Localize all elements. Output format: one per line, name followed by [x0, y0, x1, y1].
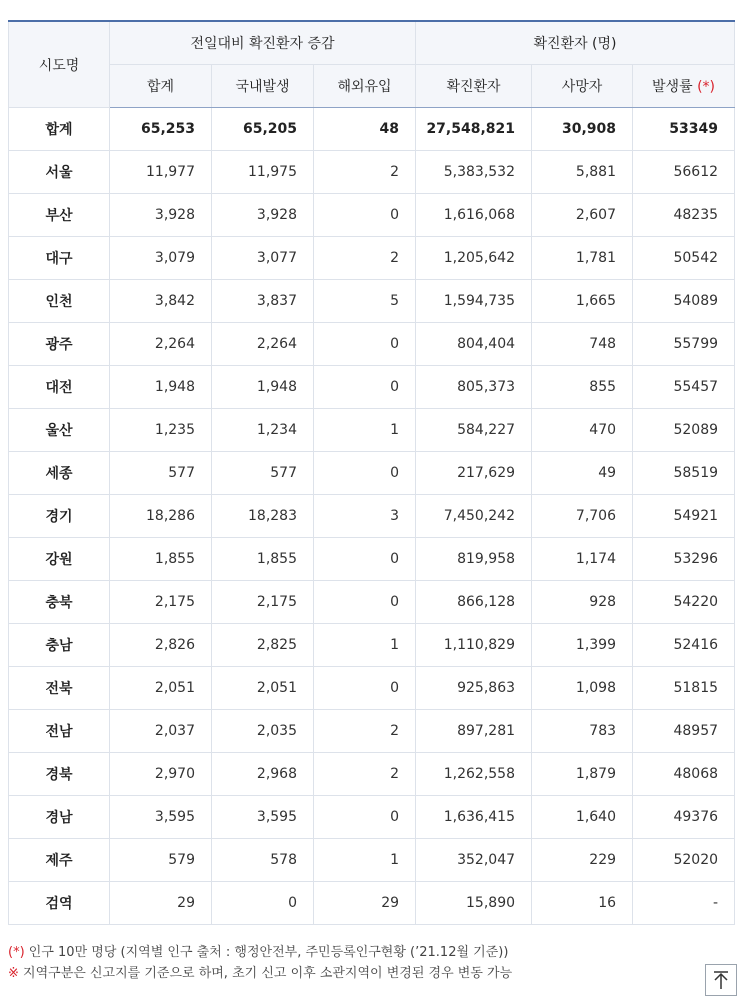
total-deaths: 30,908 — [532, 108, 633, 151]
total-confirmed: 27,548,821 — [416, 108, 532, 151]
header-rate-label: 발생률 — [652, 79, 693, 95]
cell-deaths: 855 — [532, 366, 633, 409]
table-row — [9, 151, 735, 194]
cell-rate: 50542 — [633, 237, 735, 280]
cell-confirmed: 15,890 — [416, 882, 532, 925]
cell-confirmed: 819,958 — [416, 538, 532, 581]
cell-deaths: 1,879 — [532, 753, 633, 796]
cell-overseas: 0 — [314, 366, 416, 409]
footnote-1-mark: (*) — [8, 945, 25, 960]
cell-rate: 54220 — [633, 581, 735, 624]
cell-confirmed: 1,262,558 — [416, 753, 532, 796]
cell-domestic: 0 — [212, 882, 314, 925]
header-rate-mark: (*) — [697, 79, 715, 95]
cell-deaths: 229 — [532, 839, 633, 882]
cell-deaths: 928 — [532, 581, 633, 624]
region-name: 제주 — [9, 839, 110, 882]
total-row — [9, 108, 735, 151]
region-name: 전북 — [9, 667, 110, 710]
cell-rate: 55457 — [633, 366, 735, 409]
total-overseas: 48 — [314, 108, 416, 151]
header-domestic: 국내발생 — [212, 65, 314, 108]
cell-deaths: 5,881 — [532, 151, 633, 194]
cell-rate: 51815 — [633, 667, 735, 710]
cell-total: 2,037 — [110, 710, 212, 753]
cell-deaths: 16 — [532, 882, 633, 925]
table-row — [9, 452, 735, 495]
header-total: 합계 — [110, 65, 212, 108]
cell-deaths: 1,640 — [532, 796, 633, 839]
region-name: 세종 — [9, 452, 110, 495]
cell-domestic: 2,825 — [212, 624, 314, 667]
cell-domestic: 3,928 — [212, 194, 314, 237]
cell-confirmed: 1,110,829 — [416, 624, 532, 667]
table-row — [9, 323, 735, 366]
cell-overseas: 0 — [314, 194, 416, 237]
cell-total: 1,855 — [110, 538, 212, 581]
region-name: 광주 — [9, 323, 110, 366]
cell-domestic: 3,595 — [212, 796, 314, 839]
table-row — [9, 194, 735, 237]
cell-domestic: 2,264 — [212, 323, 314, 366]
region-name: 경기 — [9, 495, 110, 538]
cell-confirmed: 1,636,415 — [416, 796, 532, 839]
header-overseas: 해외유입 — [314, 65, 416, 108]
cell-total: 2,264 — [110, 323, 212, 366]
cell-domestic: 2,051 — [212, 667, 314, 710]
table-row — [9, 538, 735, 581]
cell-domestic: 2,175 — [212, 581, 314, 624]
header-region: 시도명 — [9, 21, 110, 108]
cell-domestic: 11,975 — [212, 151, 314, 194]
cell-deaths: 783 — [532, 710, 633, 753]
footnote-1 — [8, 942, 708, 963]
table-row — [9, 796, 735, 839]
cell-deaths: 1,399 — [532, 624, 633, 667]
cell-confirmed: 584,227 — [416, 409, 532, 452]
total-region: 합계 — [9, 108, 110, 151]
cell-total: 2,826 — [110, 624, 212, 667]
cell-total: 2,175 — [110, 581, 212, 624]
cell-rate: 53296 — [633, 538, 735, 581]
cell-rate: 54921 — [633, 495, 735, 538]
cell-domestic: 2,035 — [212, 710, 314, 753]
cell-deaths: 1,665 — [532, 280, 633, 323]
region-name: 인천 — [9, 280, 110, 323]
cell-overseas: 0 — [314, 581, 416, 624]
table-row — [9, 581, 735, 624]
cell-deaths: 49 — [532, 452, 633, 495]
header-deaths: 사망자 — [532, 65, 633, 108]
header-cumulative: 확진환자 (명) — [416, 21, 735, 65]
cell-confirmed: 1,205,642 — [416, 237, 532, 280]
cell-rate: 49376 — [633, 796, 735, 839]
cell-total: 577 — [110, 452, 212, 495]
cell-total: 29 — [110, 882, 212, 925]
cell-domestic: 2,968 — [212, 753, 314, 796]
cell-confirmed: 217,629 — [416, 452, 532, 495]
table-row — [9, 409, 735, 452]
cell-rate: 56612 — [633, 151, 735, 194]
cell-overseas: 0 — [314, 538, 416, 581]
cell-overseas: 0 — [314, 667, 416, 710]
footnotes — [8, 942, 708, 984]
footnote-2-mark: ※ — [8, 966, 19, 981]
cell-overseas: 29 — [314, 882, 416, 925]
cell-rate: 48068 — [633, 753, 735, 796]
cell-overseas: 2 — [314, 753, 416, 796]
cell-total: 18,286 — [110, 495, 212, 538]
cell-rate: 52020 — [633, 839, 735, 882]
cell-confirmed: 1,616,068 — [416, 194, 532, 237]
cell-overseas: 0 — [314, 452, 416, 495]
cell-overseas: 2 — [314, 237, 416, 280]
region-name: 강원 — [9, 538, 110, 581]
cell-confirmed: 804,404 — [416, 323, 532, 366]
cell-deaths: 1,098 — [532, 667, 633, 710]
cell-deaths: 2,607 — [532, 194, 633, 237]
arrow-up-icon — [712, 970, 730, 990]
cell-domestic: 3,077 — [212, 237, 314, 280]
cell-overseas: 1 — [314, 624, 416, 667]
region-name: 검역 — [9, 882, 110, 925]
region-name: 전남 — [9, 710, 110, 753]
cell-confirmed: 7,450,242 — [416, 495, 532, 538]
table-row — [9, 366, 735, 409]
region-name: 경북 — [9, 753, 110, 796]
cell-domestic: 1,234 — [212, 409, 314, 452]
cell-rate: 55799 — [633, 323, 735, 366]
footnote-2 — [8, 963, 708, 984]
cell-overseas: 1 — [314, 839, 416, 882]
table-row — [9, 667, 735, 710]
total-domestic: 65,205 — [212, 108, 314, 151]
region-name: 서울 — [9, 151, 110, 194]
cell-confirmed: 805,373 — [416, 366, 532, 409]
cell-total: 11,977 — [110, 151, 212, 194]
cell-deaths: 748 — [532, 323, 633, 366]
table-row — [9, 839, 735, 882]
region-name: 대구 — [9, 237, 110, 280]
cell-confirmed: 1,594,735 — [416, 280, 532, 323]
region-name: 대전 — [9, 366, 110, 409]
total-total: 65,253 — [110, 108, 212, 151]
region-name: 울산 — [9, 409, 110, 452]
total-rate: 53349 — [633, 108, 735, 151]
table-row — [9, 624, 735, 667]
covid-stats-table — [8, 20, 735, 925]
cell-domestic: 18,283 — [212, 495, 314, 538]
cell-overseas: 5 — [314, 280, 416, 323]
cell-total: 3,842 — [110, 280, 212, 323]
table-row — [9, 753, 735, 796]
cell-overseas: 1 — [314, 409, 416, 452]
header-rate — [633, 65, 735, 108]
cell-confirmed: 5,383,532 — [416, 151, 532, 194]
cell-domestic: 3,837 — [212, 280, 314, 323]
region-name: 충북 — [9, 581, 110, 624]
region-name: 충남 — [9, 624, 110, 667]
footnote-1-text: 인구 10만 명당 (지역별 인구 출처 : 행정안전부, 주민등록인구현황 (’21.12월 기준)) — [24, 945, 509, 960]
region-name: 경남 — [9, 796, 110, 839]
region-name: 부산 — [9, 194, 110, 237]
cell-deaths: 7,706 — [532, 495, 633, 538]
table-row — [9, 882, 735, 925]
cell-confirmed: 925,863 — [416, 667, 532, 710]
cell-domestic: 577 — [212, 452, 314, 495]
cell-confirmed: 866,128 — [416, 581, 532, 624]
cell-domestic: 1,948 — [212, 366, 314, 409]
cell-rate: 48957 — [633, 710, 735, 753]
table-row — [9, 237, 735, 280]
cell-confirmed: 352,047 — [416, 839, 532, 882]
header-confirmed: 확진환자 — [416, 65, 532, 108]
cell-total: 1,948 — [110, 366, 212, 409]
cell-rate: 58519 — [633, 452, 735, 495]
cell-total: 1,235 — [110, 409, 212, 452]
cell-deaths: 470 — [532, 409, 633, 452]
cell-rate: 52416 — [633, 624, 735, 667]
scroll-top-button[interactable] — [705, 964, 737, 996]
header-daily-change: 전일대비 확진환자 증감 — [110, 21, 416, 65]
cell-domestic: 578 — [212, 839, 314, 882]
cell-overseas: 2 — [314, 710, 416, 753]
table-row — [9, 710, 735, 753]
cell-rate: - — [633, 882, 735, 925]
cell-overseas: 0 — [314, 796, 416, 839]
cell-total: 2,970 — [110, 753, 212, 796]
cell-total: 579 — [110, 839, 212, 882]
cell-total: 2,051 — [110, 667, 212, 710]
cell-rate: 52089 — [633, 409, 735, 452]
footnote-2-text: 지역구분은 신고지를 기준으로 하며, 초기 신고 이후 소관지역이 변경된 경우 변동 가능 — [18, 966, 513, 981]
cell-total: 3,079 — [110, 237, 212, 280]
cell-rate: 54089 — [633, 280, 735, 323]
cell-overseas: 3 — [314, 495, 416, 538]
cell-deaths: 1,781 — [532, 237, 633, 280]
cell-rate: 48235 — [633, 194, 735, 237]
cell-total: 3,595 — [110, 796, 212, 839]
cell-overseas: 2 — [314, 151, 416, 194]
cell-overseas: 0 — [314, 323, 416, 366]
cell-confirmed: 897,281 — [416, 710, 532, 753]
table-row — [9, 495, 735, 538]
cell-domestic: 1,855 — [212, 538, 314, 581]
table-row — [9, 280, 735, 323]
cell-deaths: 1,174 — [532, 538, 633, 581]
cell-total: 3,928 — [110, 194, 212, 237]
